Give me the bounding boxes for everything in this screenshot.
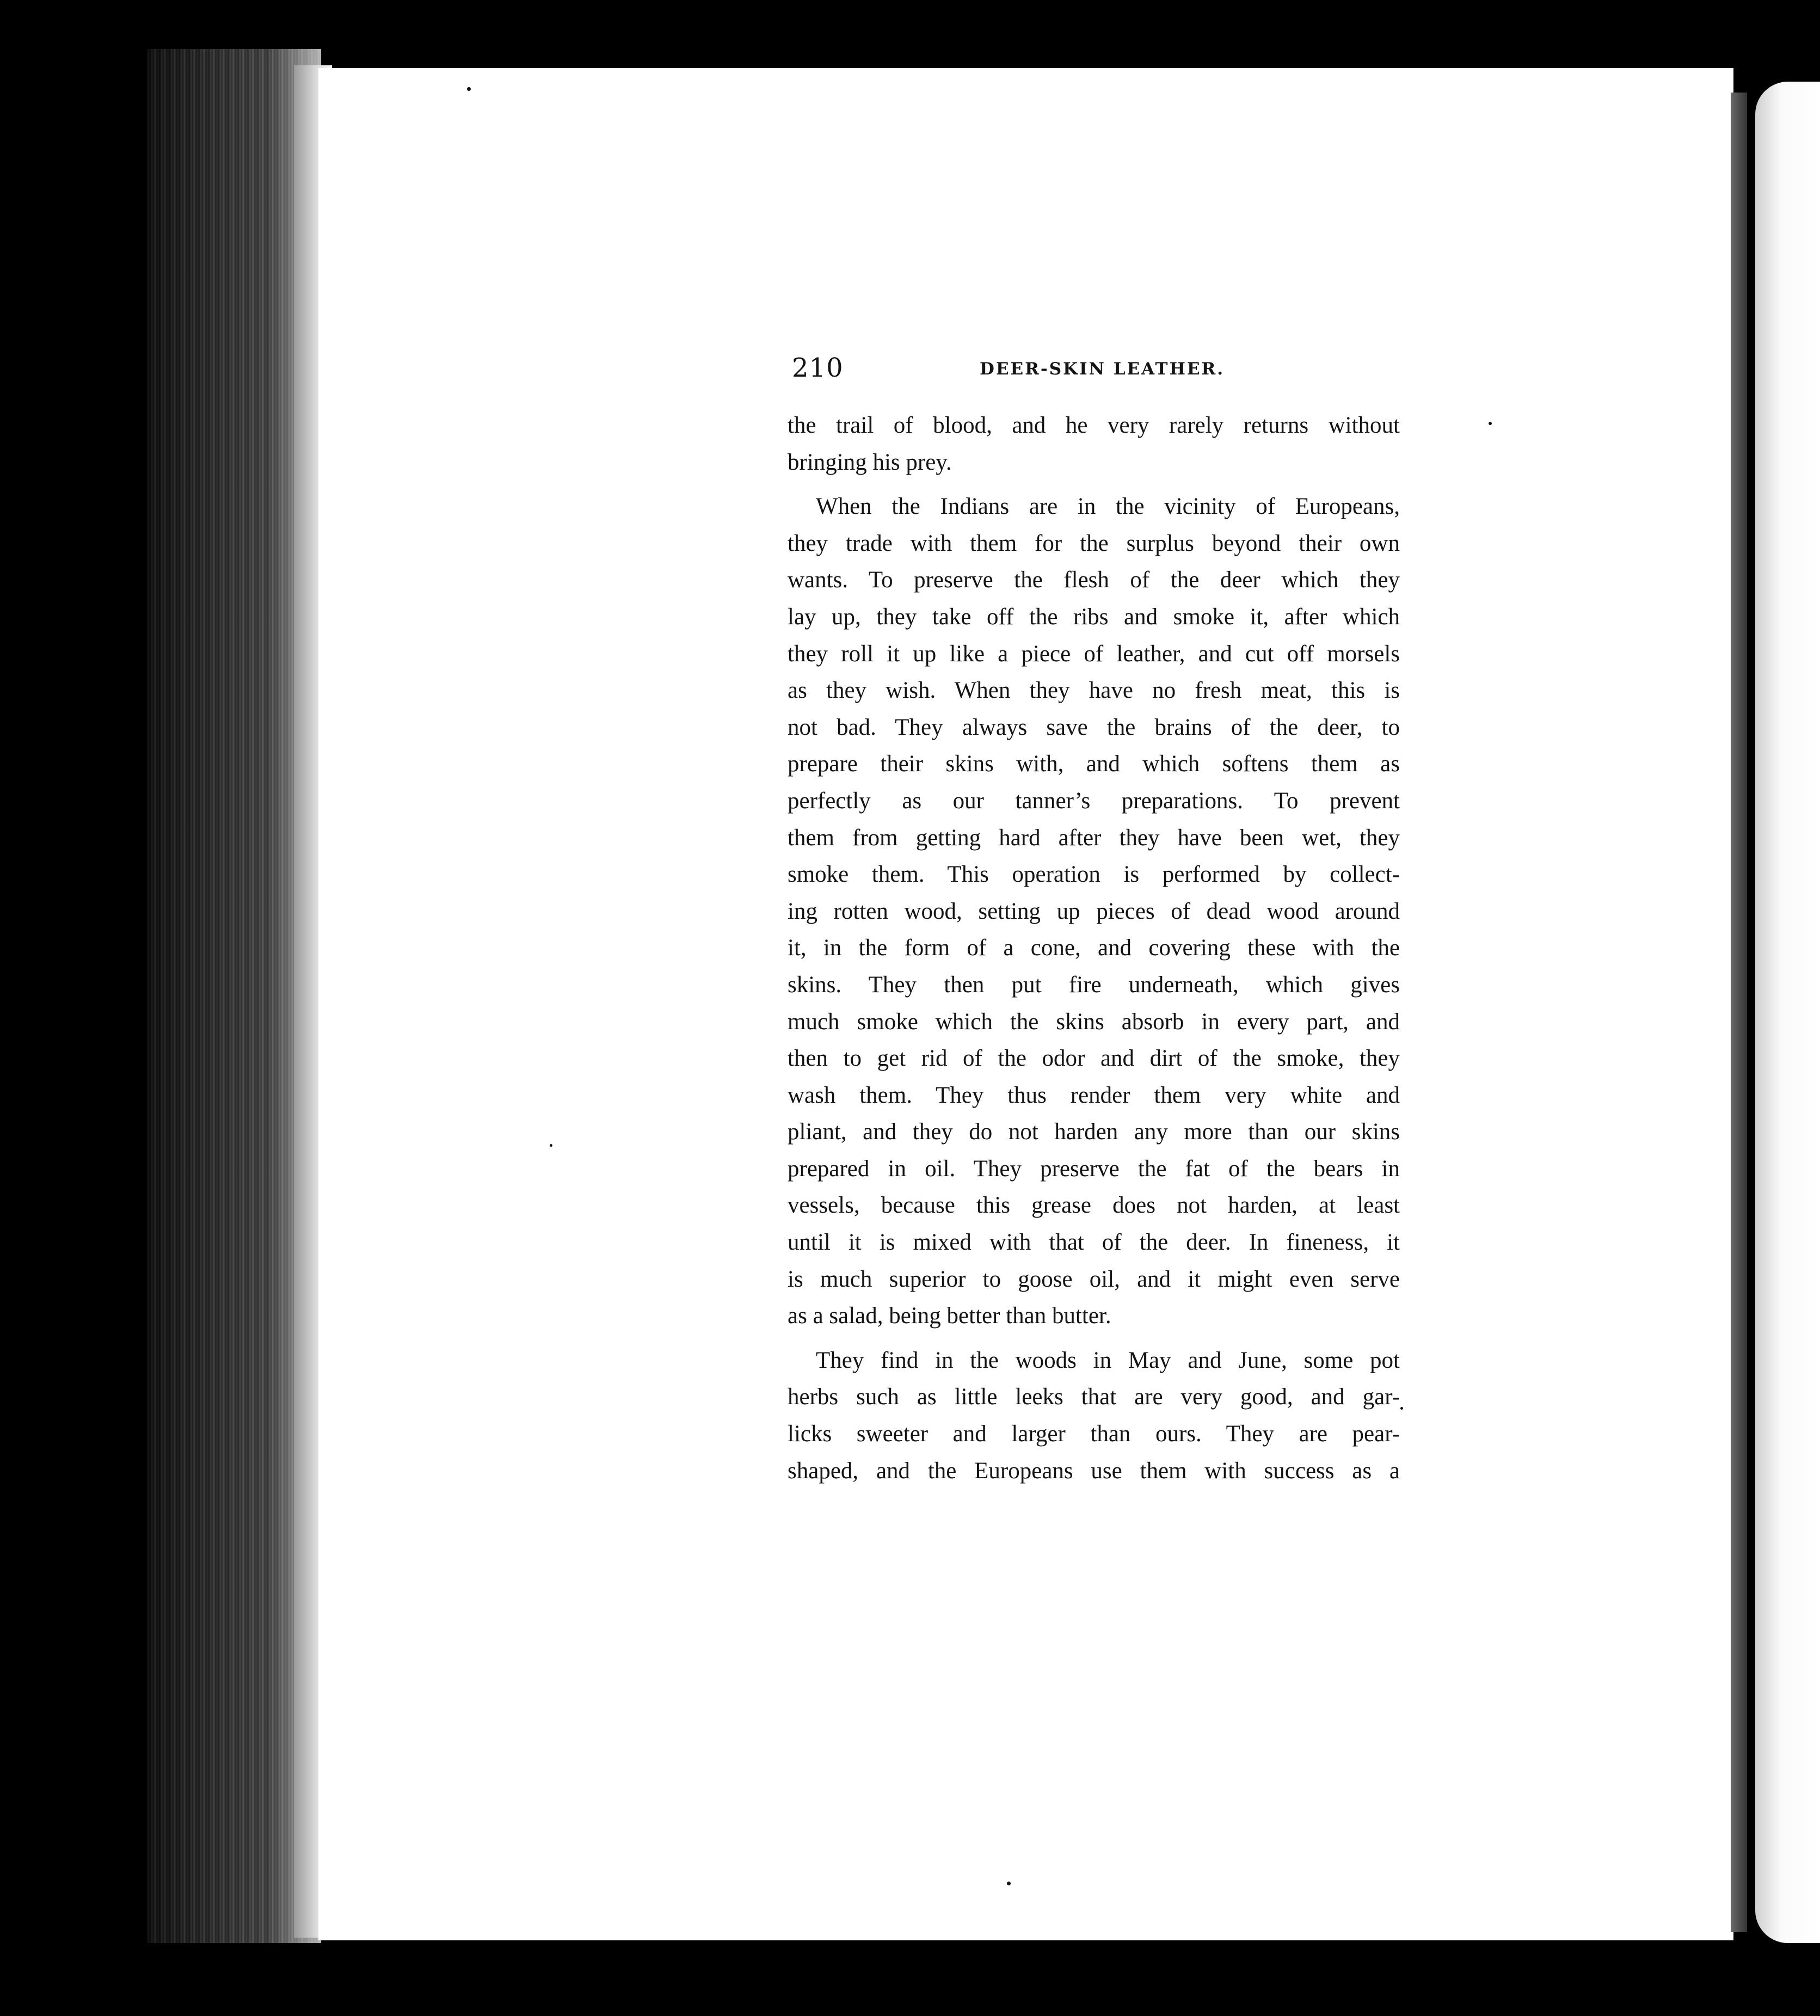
text-line: prepared in oil. They preserve the fat of the bears in [788,1155,1400,1182]
body-text [788,407,1400,1489]
text-line: until it is mixed with that of the deer. In fineness, it [788,1230,1400,1256]
running-head [792,353,1396,391]
text-line: the trail of blood, and he very rarely returns without [788,413,1400,438]
text-line: perfectly as our tanner’s preparations. To prevent [788,788,1400,814]
paragraph [788,488,1400,1335]
text-line: they roll it up like a piece of leather, and cut off morsels [788,641,1400,667]
text-line: much smoke which the skins absorb in every part, and [788,1009,1400,1035]
text-line: bringing his prey. [788,449,952,475]
scan-speck [467,87,471,91]
text-line: herbs such as little leeks that are very good, and gar- [788,1384,1400,1410]
scan-speck [1007,1882,1011,1885]
paragraph-gap [788,481,1400,488]
running-head-title: DEER-SKIN LEATHER. [980,359,1225,379]
text-line: then to get rid of the odor and dirt of the smoke, they [788,1046,1400,1072]
facing-page-edge [1755,82,1820,1943]
text-line: wants. To preserve the flesh of the deer which they [788,567,1400,593]
text-line: They find in the woods in May and June, some pot [816,1347,1400,1373]
text-line: skins. They then put fire underneath, which gives [788,972,1400,998]
text-line: ing rotten wood, setting up pieces of dead wood around [788,898,1400,924]
page-number: 210 [792,353,844,383]
text-line: prepare their skins with, and which softens them as [788,751,1400,777]
text-line: smoke them. This operation is performed by collect- [788,862,1400,888]
text-line: licks sweeter and larger than ours. They are pear- [788,1421,1400,1447]
text-line: When the Indians are in the vicinity of Europeans, [816,494,1400,520]
scan-speck [1489,422,1492,425]
text-line: lay up, they take off the ribs and smoke it, after which [788,604,1400,630]
text-line: not bad. They always save the brains of the deer, to [788,714,1400,740]
text-line: they trade with them for the surplus beyond their own [788,530,1400,556]
text-line: wash them. They thus render them very white and [788,1082,1400,1108]
text-line: shaped, and the Europeans use them with success as a [788,1458,1400,1484]
scan-speck [550,1144,552,1147]
scan-speck [1400,1407,1403,1410]
text-line: as they wish. When they have no fresh meat, this is [788,678,1400,704]
paragraph-gap [788,1335,1400,1342]
paragraph [788,1342,1400,1489]
paragraph [788,407,1400,481]
text-line: as a salad, being better than butter. [788,1303,1111,1329]
text-line: it, in the form of a cone, and covering these with the [788,935,1400,961]
text-line: is much superior to goose oil, and it might even serve [788,1266,1400,1292]
text-line: them from getting hard after they have been wet, they [788,825,1400,851]
text-line: pliant, and they do not harden any more than our skins [788,1119,1400,1145]
text-line: vessels, because this grease does not harden, at least [788,1193,1400,1219]
